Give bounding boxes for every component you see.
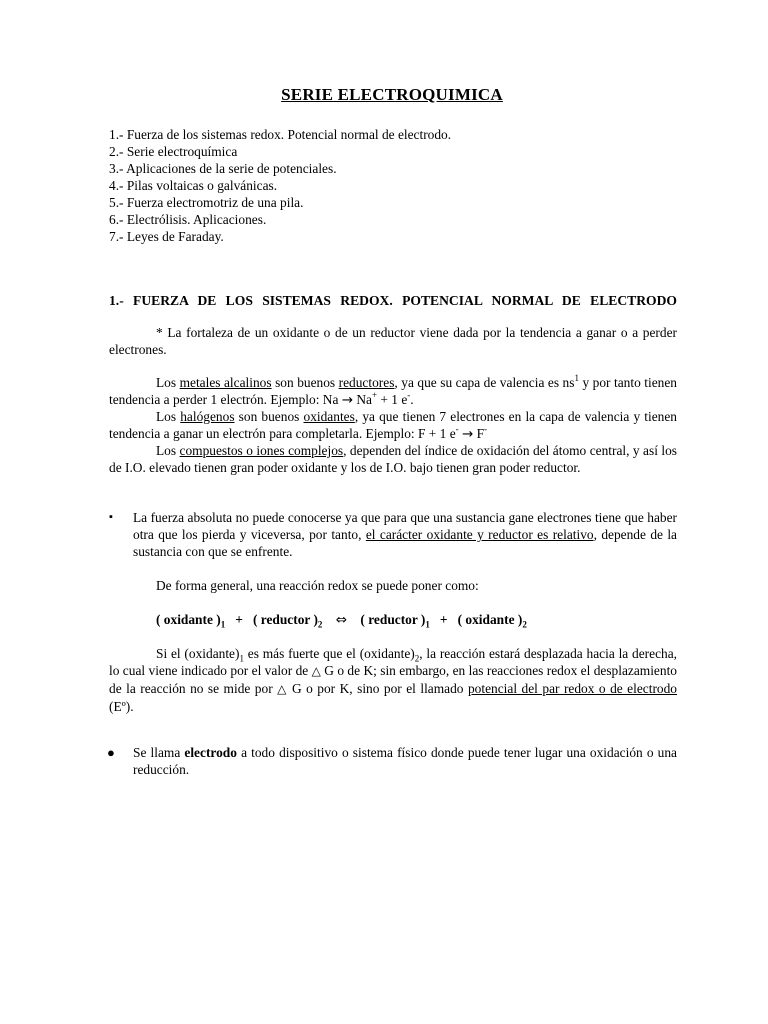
paragraph-forma-general: De forma general, una reacción redox se puede poner como: [156,578,479,593]
square-bullet-icon: ▪ [109,511,113,523]
table-of-contents [109,126,451,245]
toc-item: 3.- Aplicaciones de la serie de potenciales. [109,161,337,176]
term-oxidantes: oxidantes [303,409,355,424]
paragraph-desplazamiento: Si el $(oxidante)_1$ es más fuerte que el $(oxidante)_2$, la reacción estará desplazada hacia la derecha, lo cual viene indicado por el valor de △ G o de K; sin embargo, en las reacciones redox el desplazamiento de la reacción no se mide por △ G o por K, sino por el llamado potencial del par redox o de electrodo (Eº). [109,646,678,714]
delta-icon: △ [277,682,288,696]
right-arrow-icon: → [341,393,353,408]
delta-icon: △ [311,664,321,678]
term-reductores: reductores [338,375,395,390]
paragraph-compuestos-complejos: Los compuestos o iones complejos, dependen del índice de oxidación del átomo central, y así los de I.O. elevado tienen gran poder oxidante y los de I.O. bajo tienen gran poder reductor. [109,443,677,475]
paragraph-metales-alcalinos: Los metales alcalinos son buenos reductores, ya que su capa de valencia es $ns^1$ y por tanto tienen tendencia a perder 1 electrón. Ejemplo: Na → Na+ + 1 e-. [109,372,678,408]
term-caracter-relativo: el carácter oxidante y reductor es relativo [365,527,594,542]
paragraph-halogenos: Los halógenos son buenos oxidantes, ya que tienen 7 electrones en la capa de valencia y tienen tendencia a ganar un electrón para completarla. Ejemplo: F + 1 e- → F- [109,409,677,442]
term-potencial-electrodo: potencial del par redox o de electrodo [467,681,678,696]
toc-item: 4.- Pilas voltaicas o galvánicas. [109,178,278,193]
term-electrodo: electrodo [184,745,237,760]
term-halogenos: halógenos [180,409,235,424]
redox-equation: ( oxidante )$_1$ + ( reductor )$_2$ ⇔ ( reductor )$_1$ + ( oxidante )$_2$ [156,612,527,630]
bullet-item-electrodo: ● Se llama electrodo a todo dispositivo o sistema físico donde puede tener lugar una oxidación o una reducción. [107,745,677,777]
round-bullet-icon: ● [107,745,115,760]
page-title: SERIE ELECTROQUIMICA [281,85,503,104]
toc-item: 7.- Leyes de Faraday. [109,229,224,244]
term-compuestos-complejos: compuestos o iones complejos [179,443,344,458]
toc-item: 5.- Fuerza electromotriz de una pila. [109,195,304,210]
term-metales-alcalinos: metales alcalinos [179,375,272,390]
toc-item: 6.- Electrólisis. Aplicaciones. [109,212,267,227]
paragraph-fortaleza: * La fortaleza de un oxidante o de un reductor viene dada por la tendencia a ganar o a perder electrones. [109,325,677,357]
toc-item: 2.- Serie electroquímica [109,144,238,159]
toc-item: 1.- Fuerza de los sistemas redox. Potencial normal de electrodo. [109,127,452,142]
bullet-item-fuerza-absoluta: ▪ La fuerza absoluta no puede conocerse ya que para que una sustancia gane electrones tiene que haber otra que los pierda y viceversa, por tanto, el carácter oxidante y reductor es relativo, depende de la sustancia con que se enfrente. [109,510,678,559]
equilibrium-arrow-icon: ⇔ [335,613,348,628]
section-heading: 1.- FUERZA DE LOS SISTEMAS REDOX. POTENCIAL NORMAL DE ELECTRODO [109,293,677,308]
right-arrow-icon: → [462,427,474,442]
